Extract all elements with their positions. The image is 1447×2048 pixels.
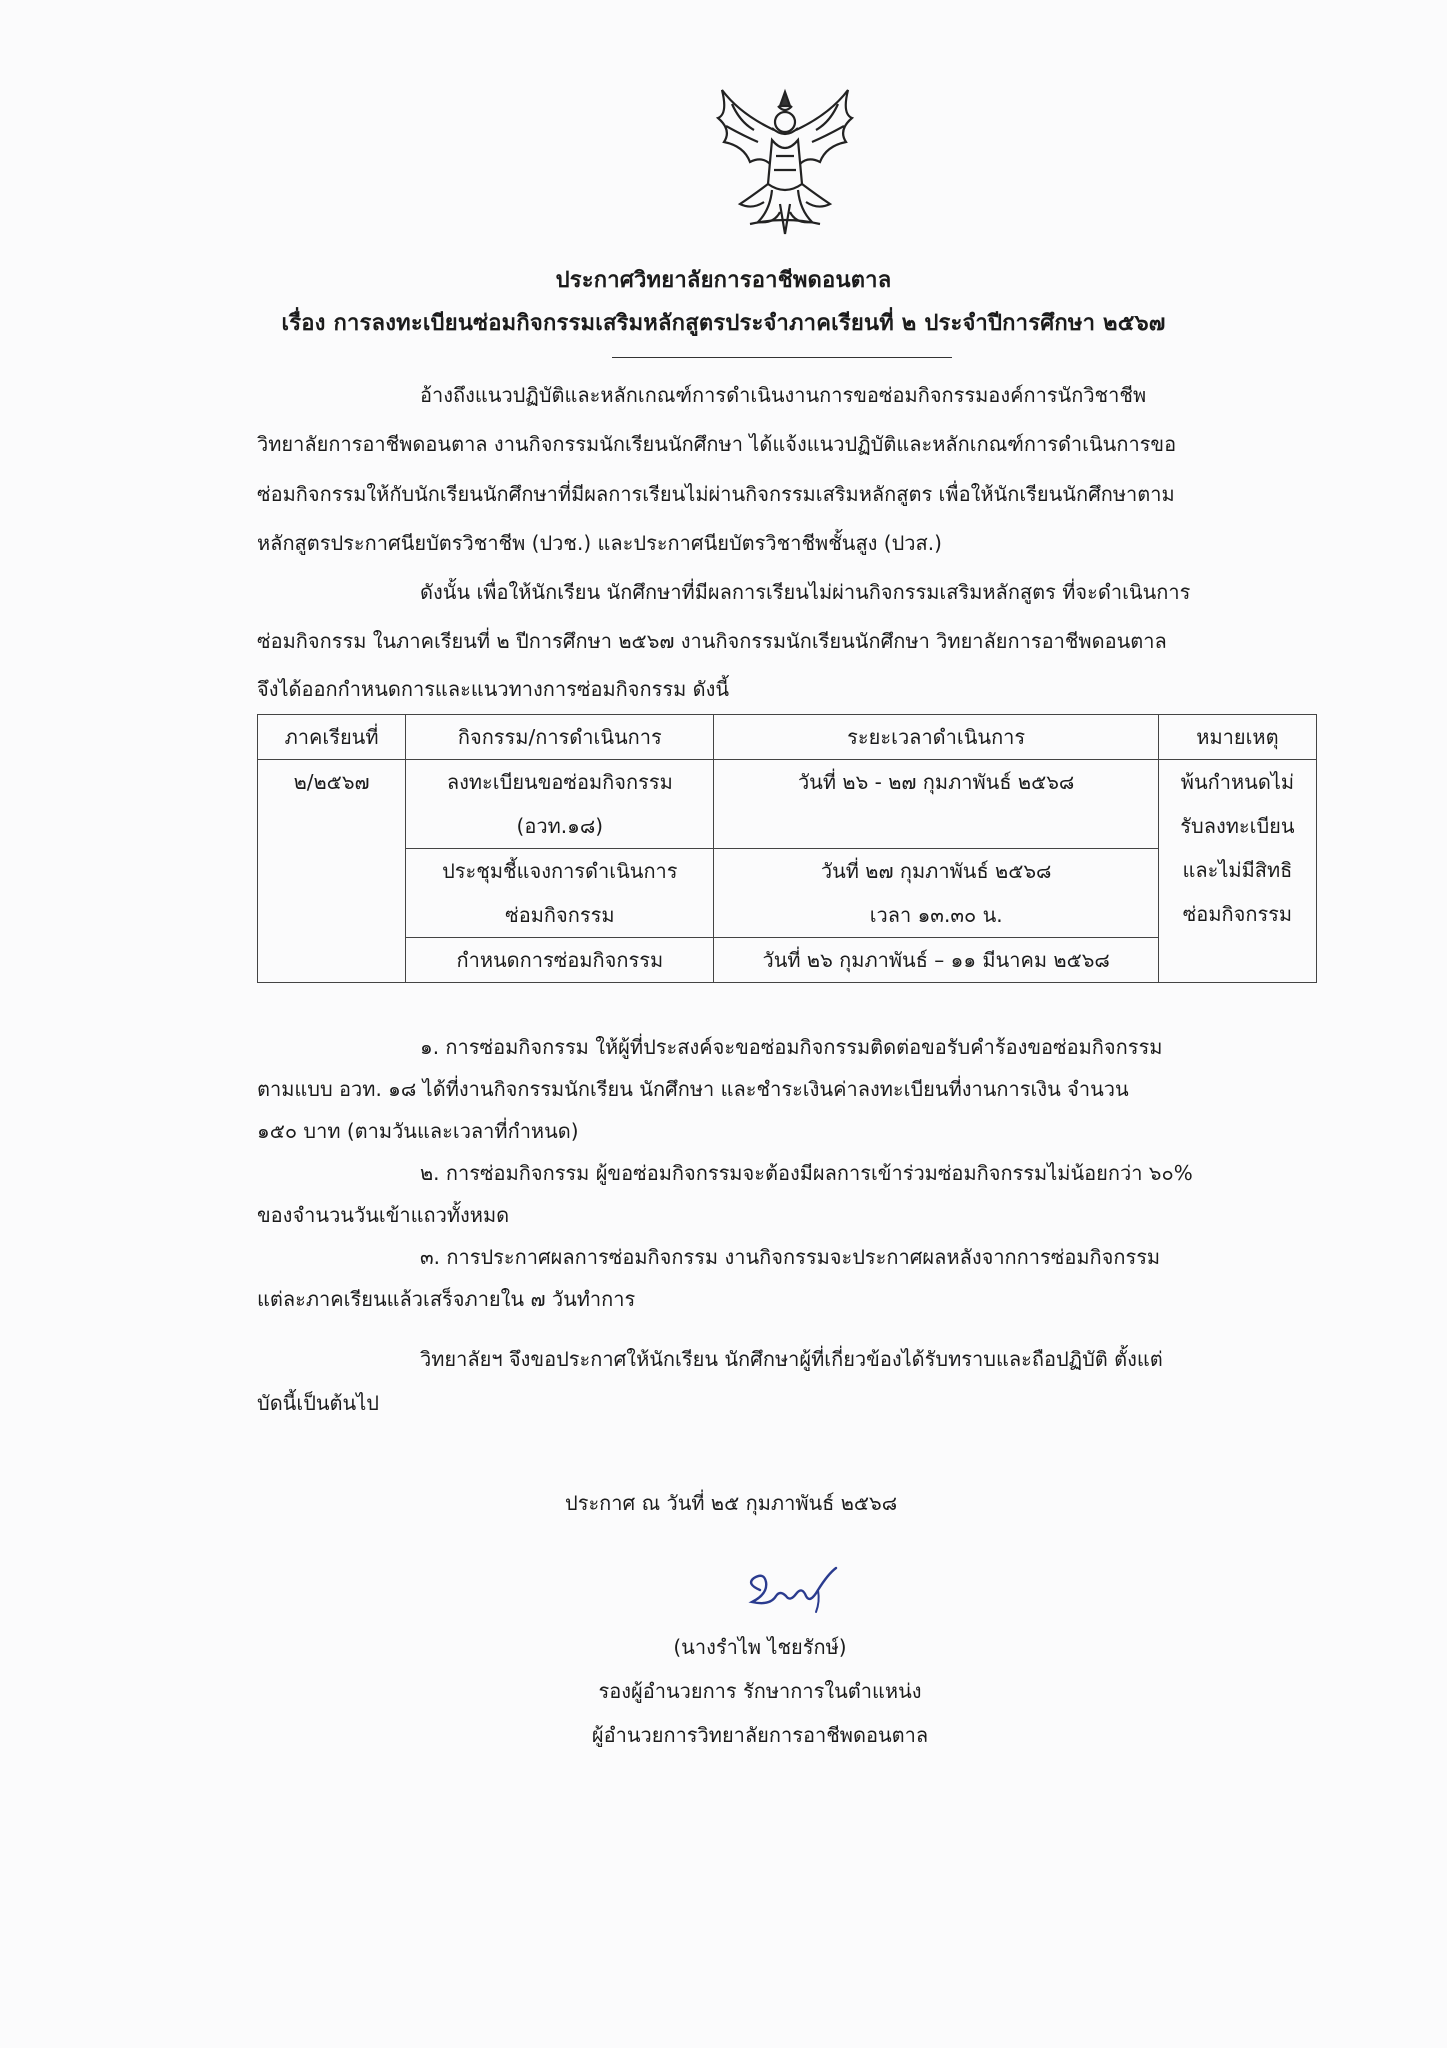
intro-line: ดังนั้น เพื่อให้นักเรียน นักศึกษาที่มีผลการเรียนไม่ผ่านกิจกรรมเสริมหลักสูตร ที่จะดำเนินการ	[420, 580, 1191, 604]
header-semester: ภาคเรียนที่	[258, 715, 406, 760]
announcement-title: ประกาศวิทยาลัยการอาชีพดอนตาล	[555, 268, 892, 293]
header-activity: กิจกรรม/การดำเนินการ	[406, 715, 714, 760]
header-remark: หมายเหตุ	[1158, 715, 1316, 760]
header-period: ระยะเวลาดำเนินการ	[714, 715, 1158, 760]
intro-line: หลักสูตรประกาศนียบัตรวิชาชีพ (ปวช.) และประกาศนียบัตรวิชาชีพชั้นสูง (ปวส.)	[257, 531, 942, 555]
intro-line: วิทยาลัยการอาชีพดอนตาล งานกิจกรรมนักเรียนนักศึกษา ได้แจ้งแนวปฏิบัติและหลักเกณฑ์การดำเนินการขอ	[257, 432, 1177, 456]
item-line: ของจำนวนวันเข้าแถวทั้งหมด	[257, 1203, 510, 1227]
table-header-row	[258, 715, 1317, 760]
activity-cell: ลงทะเบียนขอซ่อมกิจกรรม (อวท.๑๘)	[406, 760, 714, 849]
activity-cell: กำหนดการซ่อมกิจกรรม	[406, 938, 714, 983]
table-row	[258, 760, 1317, 849]
remark-cell: พ้นกำหนดไม่ รับลงทะเบียน และไม่มีสิทธิ ซ่อมกิจกรรม	[1158, 760, 1316, 983]
announcement-subject: เรื่อง การลงทะเบียนซ่อมกิจกรรมเสริมหลักสูตรประจำภาคเรียนที่ ๒ ประจำปีการศึกษา ๒๕๖๗	[281, 311, 1166, 336]
signatory-name: (นางรำไพ ไชยรักษ์)	[673, 1635, 847, 1659]
intro-line: จึงได้ออกกำหนดการและแนวทางการซ่อมกิจกรรม ดังนี้	[257, 677, 730, 701]
table-row	[258, 938, 1317, 983]
period-cell: วันที่ ๒๗ กุมภาพันธ์ ๒๕๖๘ เวลา ๑๓.๓๐ น.	[714, 849, 1158, 938]
item-line: ๓. การประกาศผลการซ่อมกิจกรรม งานกิจกรรมจะประกาศผลหลังจากการซ่อมกิจกรรม	[420, 1245, 1161, 1269]
semester-cell: ๒/๒๕๖๗	[258, 760, 406, 983]
item-line: ๑. การซ่อมกิจกรรม ให้ผู้ที่ประสงค์จะขอซ่อมกิจกรรมติดต่อขอรับคำร้องขอซ่อมกิจกรรม	[420, 1035, 1163, 1059]
period-cell: วันที่ ๒๖ กุมภาพันธ์ – ๑๑ มีนาคม ๒๕๖๘	[714, 938, 1158, 983]
title-divider	[612, 357, 952, 358]
schedule-table	[257, 714, 1317, 983]
period-cell: วันที่ ๒๖ - ๒๗ กุมภาพันธ์ ๒๕๖๘	[714, 760, 1158, 849]
intro-line: ซ่อมกิจกรรมให้กับนักเรียนนักศึกษาที่มีผลการเรียนไม่ผ่านกิจกรรมเสริมหลักสูตร เพื่อให้นักเรียนนักศึกษาตาม	[257, 482, 1175, 506]
signatory-position: รองผู้อำนวยการ รักษาการในตำแหน่ง	[598, 1679, 922, 1703]
announcement-date: ประกาศ ณ วันที่ ๒๕ กุมภาพันธ์ ๒๕๖๘	[565, 1491, 898, 1515]
item-line: แต่ละภาคเรียนแล้วเสร็จภายใน ๗ วันทำการ	[257, 1287, 636, 1311]
activity-cell: ประชุมชี้แจงการดำเนินการ ซ่อมกิจกรรม	[406, 849, 714, 938]
signatory-position: ผู้อำนวยการวิทยาลัยการอาชีพดอนตาล	[591, 1723, 929, 1747]
item-line: ๒. การซ่อมกิจกรรม ผู้ขอซ่อมกิจกรรมจะต้องมีผลการเข้าร่วมซ่อมกิจกรรมไม่น้อยกว่า ๖๐%	[420, 1161, 1193, 1185]
garuda-emblem-icon	[710, 84, 860, 244]
closing-line: วิทยาลัยฯ จึงขอประกาศให้นักเรียน นักศึกษาผู้ที่เกี่ยวข้องได้รับทราบและถือปฏิบัติ ตั้งแต่	[420, 1347, 1163, 1371]
intro-line: อ้างถึงแนวปฏิบัติและหลักเกณฑ์การดำเนินงานการขอซ่อมกิจกรรมองค์การนักวิชาชีพ	[420, 383, 1147, 407]
signature-image	[740, 1562, 850, 1620]
item-line: ๑๕๐ บาท (ตามวันและเวลาที่กำหนด)	[257, 1119, 579, 1143]
intro-line: ซ่อมกิจกรรม ในภาคเรียนที่ ๒ ปีการศึกษา ๒๕๖๗ งานกิจกรรมนักเรียนนักศึกษา วิทยาลัยการอาชีพดอนตาล	[257, 629, 1167, 653]
table-row	[258, 849, 1317, 938]
item-line: ตามแบบ อวท. ๑๘ ได้ที่งานกิจกรรมนักเรียน นักศึกษา และชำระเงินค่าลงทะเบียนที่งานการเงิน จำนวน	[257, 1077, 1129, 1101]
closing-line: บัดนี้เป็นต้นไป	[257, 1391, 379, 1415]
